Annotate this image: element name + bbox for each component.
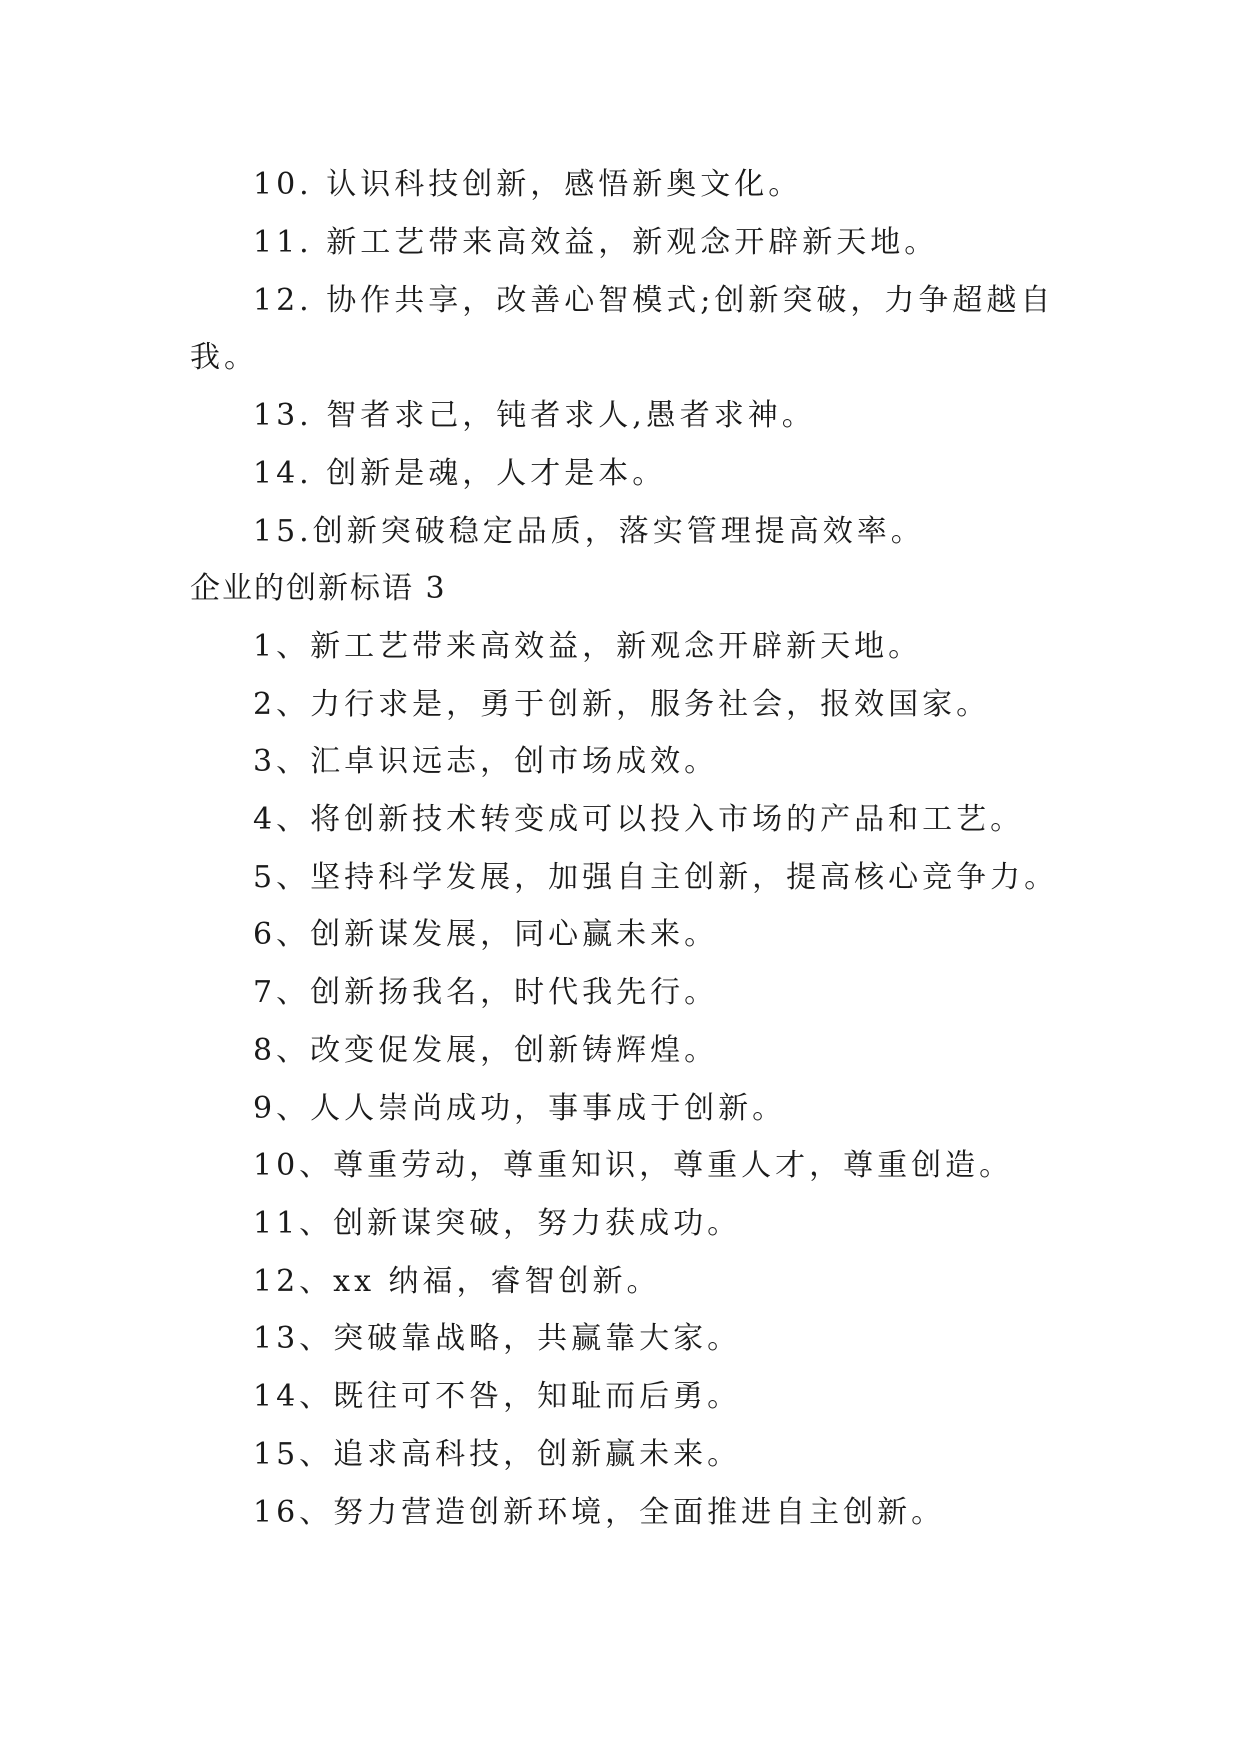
list-item: 1、新工艺带来高效益，新观念开辟新天地。 xyxy=(253,629,923,664)
list-item: 16、努力营造创新环境，全面推进自主创新。 xyxy=(253,1495,946,1530)
list-item: 12、xx 纳福，睿智创新。 xyxy=(253,1264,661,1299)
list-item: 5、坚持科学发展，加强自主创新，提高核心竞争力。 xyxy=(253,860,1059,895)
list-item: 9、人人崇尚成功，事事成于创新。 xyxy=(253,1091,787,1126)
list-item: 11、创新谋突破，努力获成功。 xyxy=(253,1206,742,1241)
list-item: 13、突破靠战略，共赢靠大家。 xyxy=(253,1321,742,1356)
list-item: 2、力行求是，勇于创新，服务社会，报效国家。 xyxy=(253,687,991,722)
list-item: 8、改变促发展，创新铸辉煌。 xyxy=(253,1033,719,1068)
list-item: 11. 新工艺带来高效益，新观念开辟新天地。 xyxy=(253,225,939,260)
list-item: 15、追求高科技，创新赢未来。 xyxy=(253,1437,742,1472)
list-item: 10. 认识科技创新，感悟新奥文化。 xyxy=(253,167,803,202)
list-item: 10、尊重劳动，尊重知识，尊重人才，尊重创造。 xyxy=(253,1148,1014,1183)
list-item: 14. 创新是魂，人才是本。 xyxy=(253,456,667,491)
section-heading: 企业的创新标语 3 xyxy=(190,571,447,606)
list-item: 3、汇卓识远志，创市场成效。 xyxy=(253,744,719,779)
list-item: 6、创新谋发展，同心赢未来。 xyxy=(253,917,719,952)
list-item: 4、将创新技术转变成可以投入市场的产品和工艺。 xyxy=(253,802,1025,837)
list-item: 12. 协作共享，改善心智模式;创新突破，力争超越自 xyxy=(253,283,1055,318)
list-item-continuation: 我。 xyxy=(190,340,258,375)
list-item: 13. 智者求己，钝者求人,愚者求神。 xyxy=(253,398,816,433)
list-item: 14、既往可不咎，知耻而后勇。 xyxy=(253,1379,742,1414)
list-item: 7、创新扬我名，时代我先行。 xyxy=(253,975,719,1010)
list-item: 15.创新突破稳定品质，落实管理提高效率。 xyxy=(253,514,925,549)
